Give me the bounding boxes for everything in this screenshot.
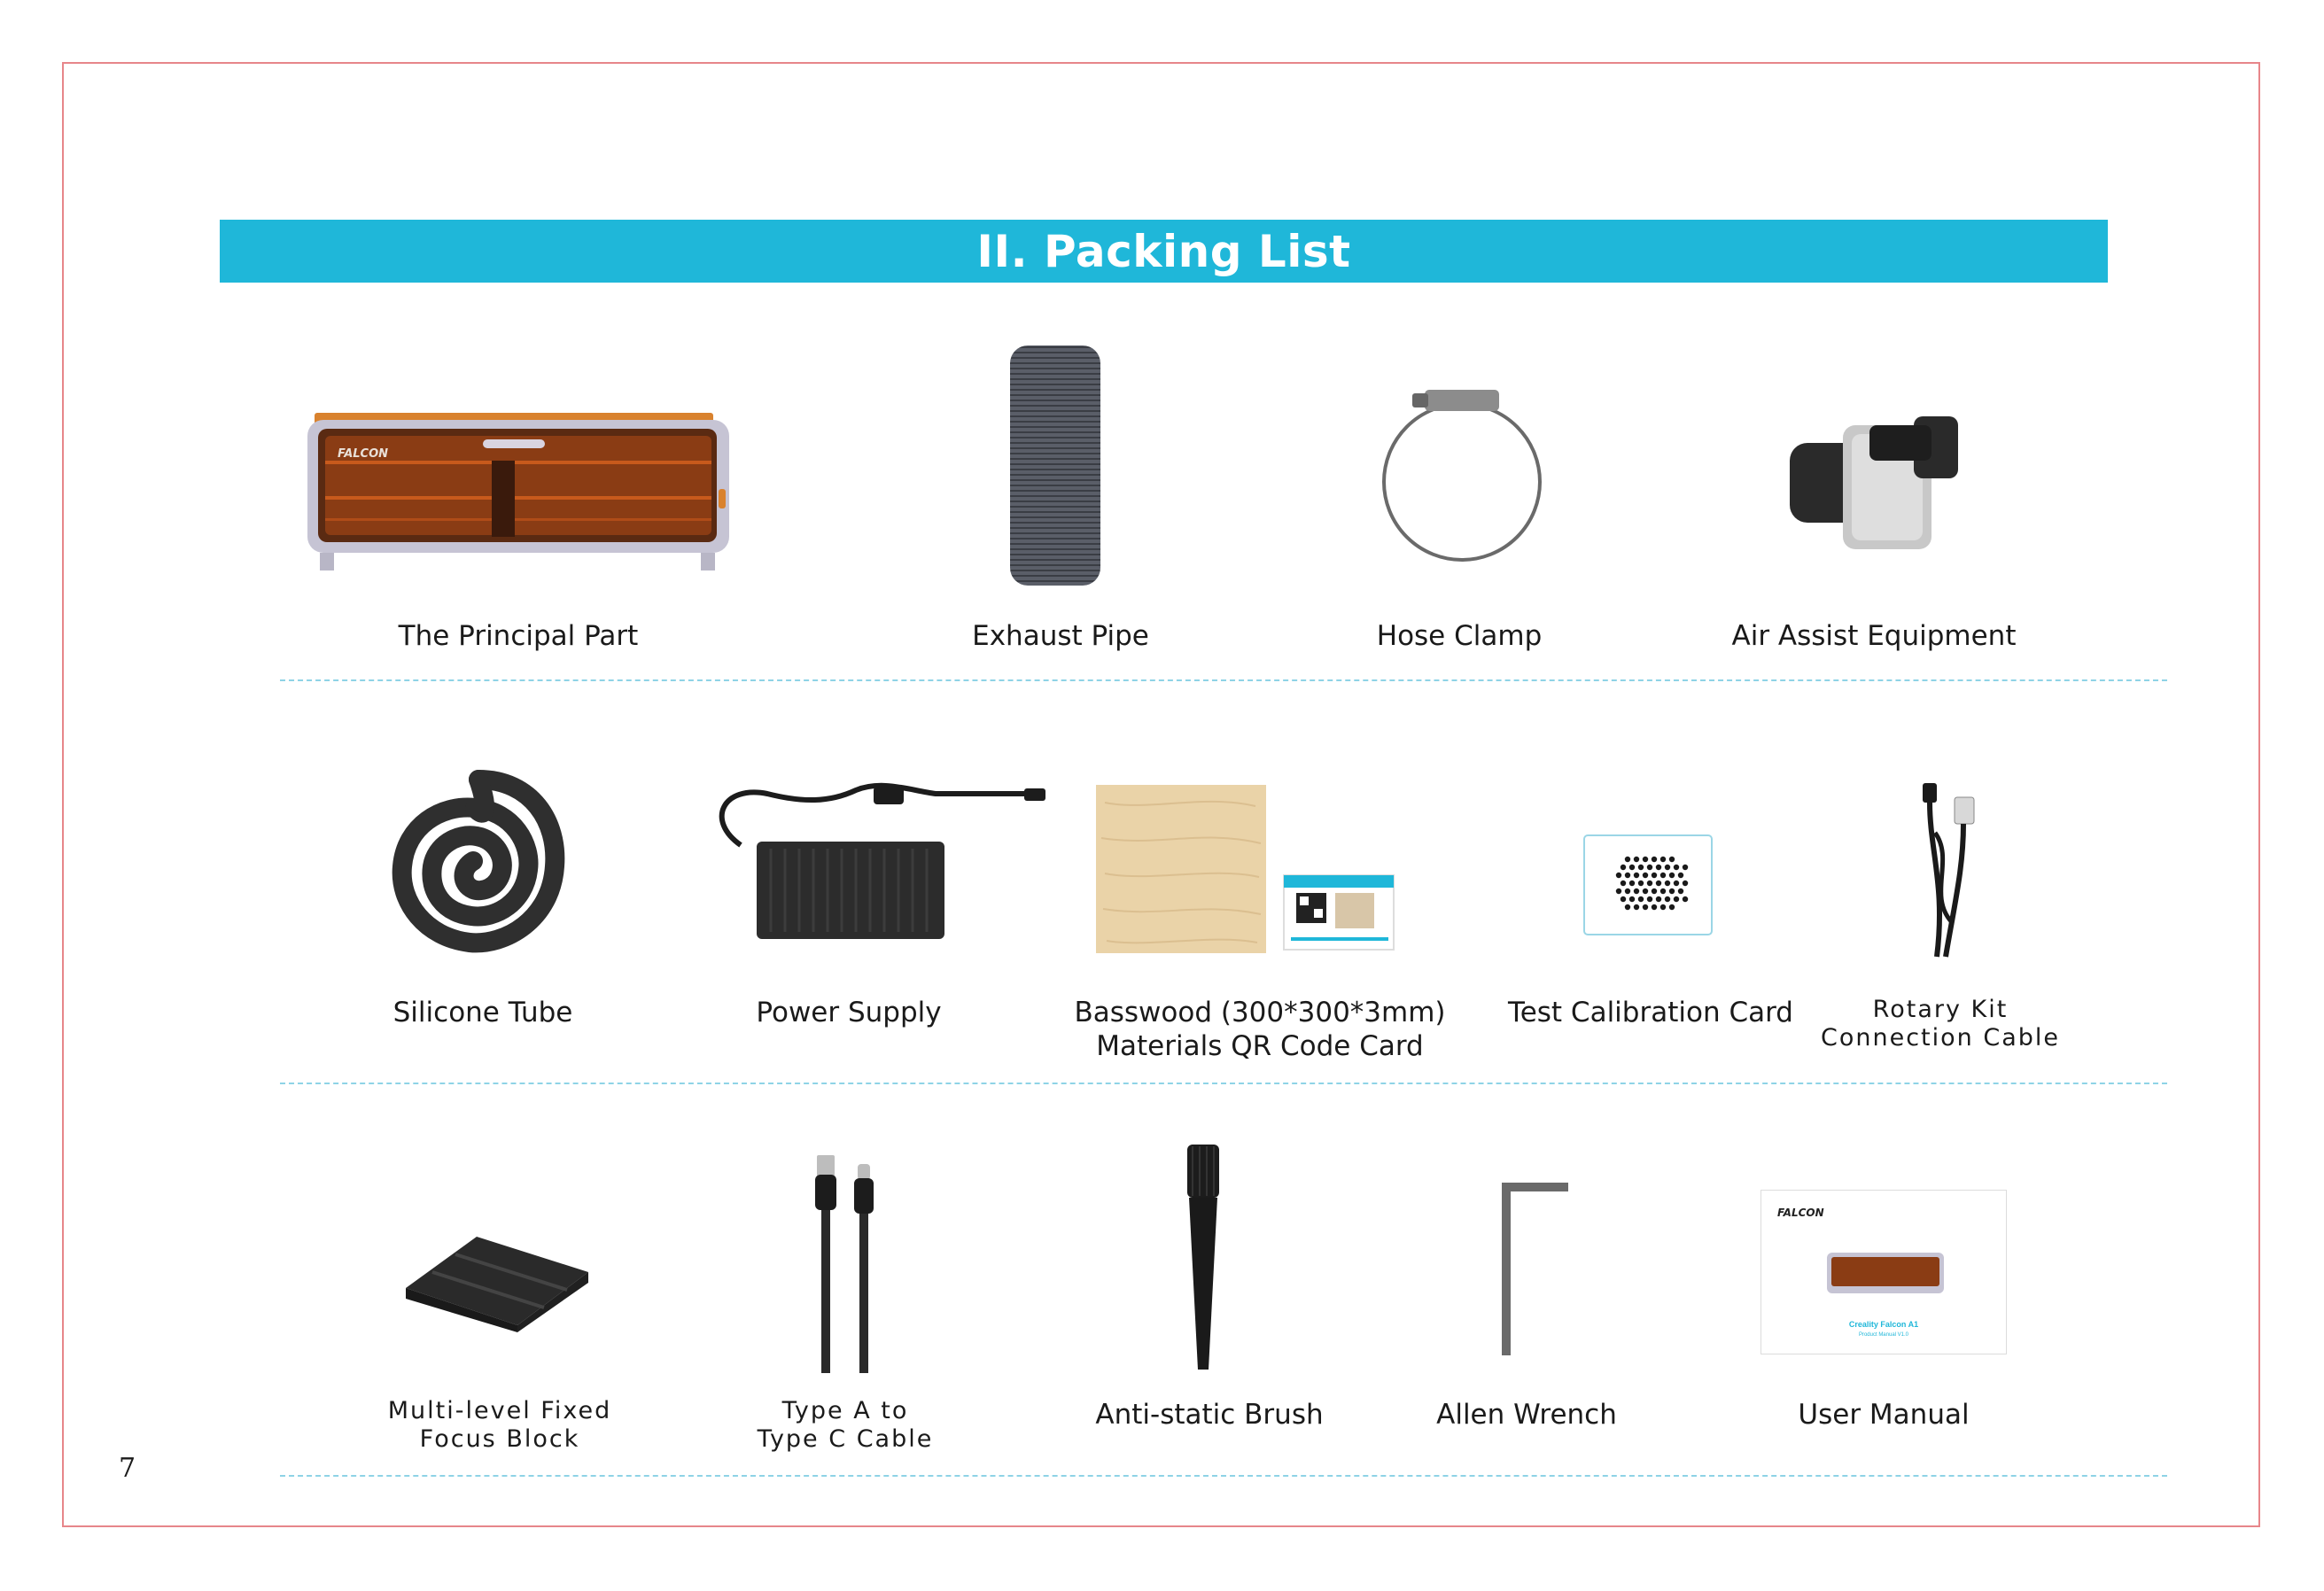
calibration-dot: [1669, 889, 1675, 894]
air-pump-image: [1781, 407, 1967, 558]
calibration-dot: [1665, 865, 1670, 870]
manual-title: Creality Falcon A1: [1848, 1320, 1919, 1329]
hose-clamp-image: [1373, 381, 1551, 567]
calibration-dot: [1638, 881, 1644, 886]
calibration-dot: [1643, 873, 1648, 878]
item-label: Exhaust Pipe: [972, 620, 1149, 652]
calibration-dot: [1656, 881, 1661, 886]
item-label: Rotary Kit Connection Cable: [1820, 996, 2061, 1052]
calibration-dot: [1683, 896, 1688, 902]
calibration-dot: [1625, 857, 1630, 862]
item-label: Type A to Type C Cable: [757, 1397, 934, 1453]
exhaust-pipe-image: [1008, 344, 1102, 587]
rotary-cable-image: [1919, 780, 1981, 974]
item-label: Test Calibration Card: [1508, 997, 1793, 1028]
calibration-dot: [1683, 865, 1688, 870]
page-title: II. Packing List: [976, 225, 1351, 277]
item-label: Hose Clamp: [1376, 620, 1543, 652]
calibration-dot: [1625, 889, 1630, 894]
calibration-dot: [1669, 857, 1675, 862]
calibration-dot: [1669, 873, 1675, 878]
calibration-dot: [1634, 873, 1639, 878]
allen-wrench-image: [1494, 1182, 1570, 1359]
calibration-dot: [1678, 889, 1683, 894]
brand-logo-text: FALCON: [338, 447, 389, 461]
calibration-dot: [1656, 896, 1661, 902]
item-label: The Principal Part: [398, 620, 639, 652]
calibration-dot: [1652, 889, 1657, 894]
item-label: Allen Wrench: [1436, 1399, 1617, 1431]
calibration-dot: [1669, 904, 1675, 910]
calibration-dot: [1665, 881, 1670, 886]
calibration-dot: [1621, 896, 1626, 902]
user-manual-image: [1760, 1190, 2007, 1354]
brush-image: [1182, 1143, 1224, 1375]
calibration-dot: [1674, 881, 1679, 886]
calibration-dot: [1643, 857, 1648, 862]
section-title-bar: [220, 220, 2108, 283]
calibration-dot: [1678, 873, 1683, 878]
calibration-dot: [1629, 881, 1635, 886]
calibration-dot: [1643, 904, 1648, 910]
item-label: Basswood (300*300*3mm) Materials QR Code Card: [1074, 997, 1446, 1062]
usb-cable-image: [812, 1152, 879, 1375]
focus-block-image: [406, 1237, 588, 1332]
item-label: Air Assist Equipment: [1731, 620, 2017, 652]
calibration-dot: [1634, 904, 1639, 910]
calibration-dot: [1647, 896, 1652, 902]
calibration-dot: [1634, 857, 1639, 862]
calibration-dot: [1665, 896, 1670, 902]
calibration-dot: [1634, 889, 1639, 894]
page-number: 7: [119, 1453, 136, 1484]
manual-brand-logo: FALCON: [1777, 1207, 1824, 1219]
row-divider: [280, 1475, 2167, 1477]
calibration-dot: [1660, 857, 1666, 862]
item-label: User Manual: [1798, 1399, 1970, 1431]
basswood-and-qr-card-image: [1096, 785, 1397, 955]
calibration-dot: [1674, 896, 1679, 902]
calibration-dot: [1621, 881, 1626, 886]
calibration-dot: [1643, 889, 1648, 894]
manual-subtitle: Product Manual V1.0: [1858, 1332, 1909, 1338]
power-adapter-image: [705, 767, 1051, 944]
calibration-dot: [1647, 865, 1652, 870]
calibration-dot: [1660, 889, 1666, 894]
calibration-dot: [1652, 873, 1657, 878]
manual-cover-machine: [1827, 1253, 1944, 1293]
calibration-dot: [1616, 873, 1621, 878]
calibration-dot: [1629, 865, 1635, 870]
calibration-dot: [1660, 904, 1666, 910]
calibration-dot: [1625, 904, 1630, 910]
calibration-dot: [1652, 857, 1657, 862]
calibration-card-image: [1583, 834, 1713, 935]
calibration-dot: [1647, 881, 1652, 886]
calibration-dot: [1652, 904, 1657, 910]
row-divider: [280, 679, 2167, 681]
silicone-tube-image: [390, 769, 567, 955]
calibration-dot: [1674, 865, 1679, 870]
calibration-dot: [1629, 896, 1635, 902]
calibration-dot: [1616, 889, 1621, 894]
calibration-dot: [1638, 865, 1644, 870]
calibration-dot: [1660, 873, 1666, 878]
calibration-dot: [1625, 873, 1630, 878]
laser-engraver-image: [306, 407, 731, 576]
item-label: Multi-level Fixed Focus Block: [387, 1397, 612, 1453]
calibration-dot: [1683, 881, 1688, 886]
item-label: Power Supply: [756, 997, 942, 1028]
item-label: Silicone Tube: [393, 997, 573, 1028]
calibration-dot: [1621, 865, 1626, 870]
item-label: Anti-static Brush: [1095, 1399, 1324, 1431]
calibration-dot: [1656, 865, 1661, 870]
calibration-dot: [1638, 896, 1644, 902]
row-divider: [280, 1083, 2167, 1084]
